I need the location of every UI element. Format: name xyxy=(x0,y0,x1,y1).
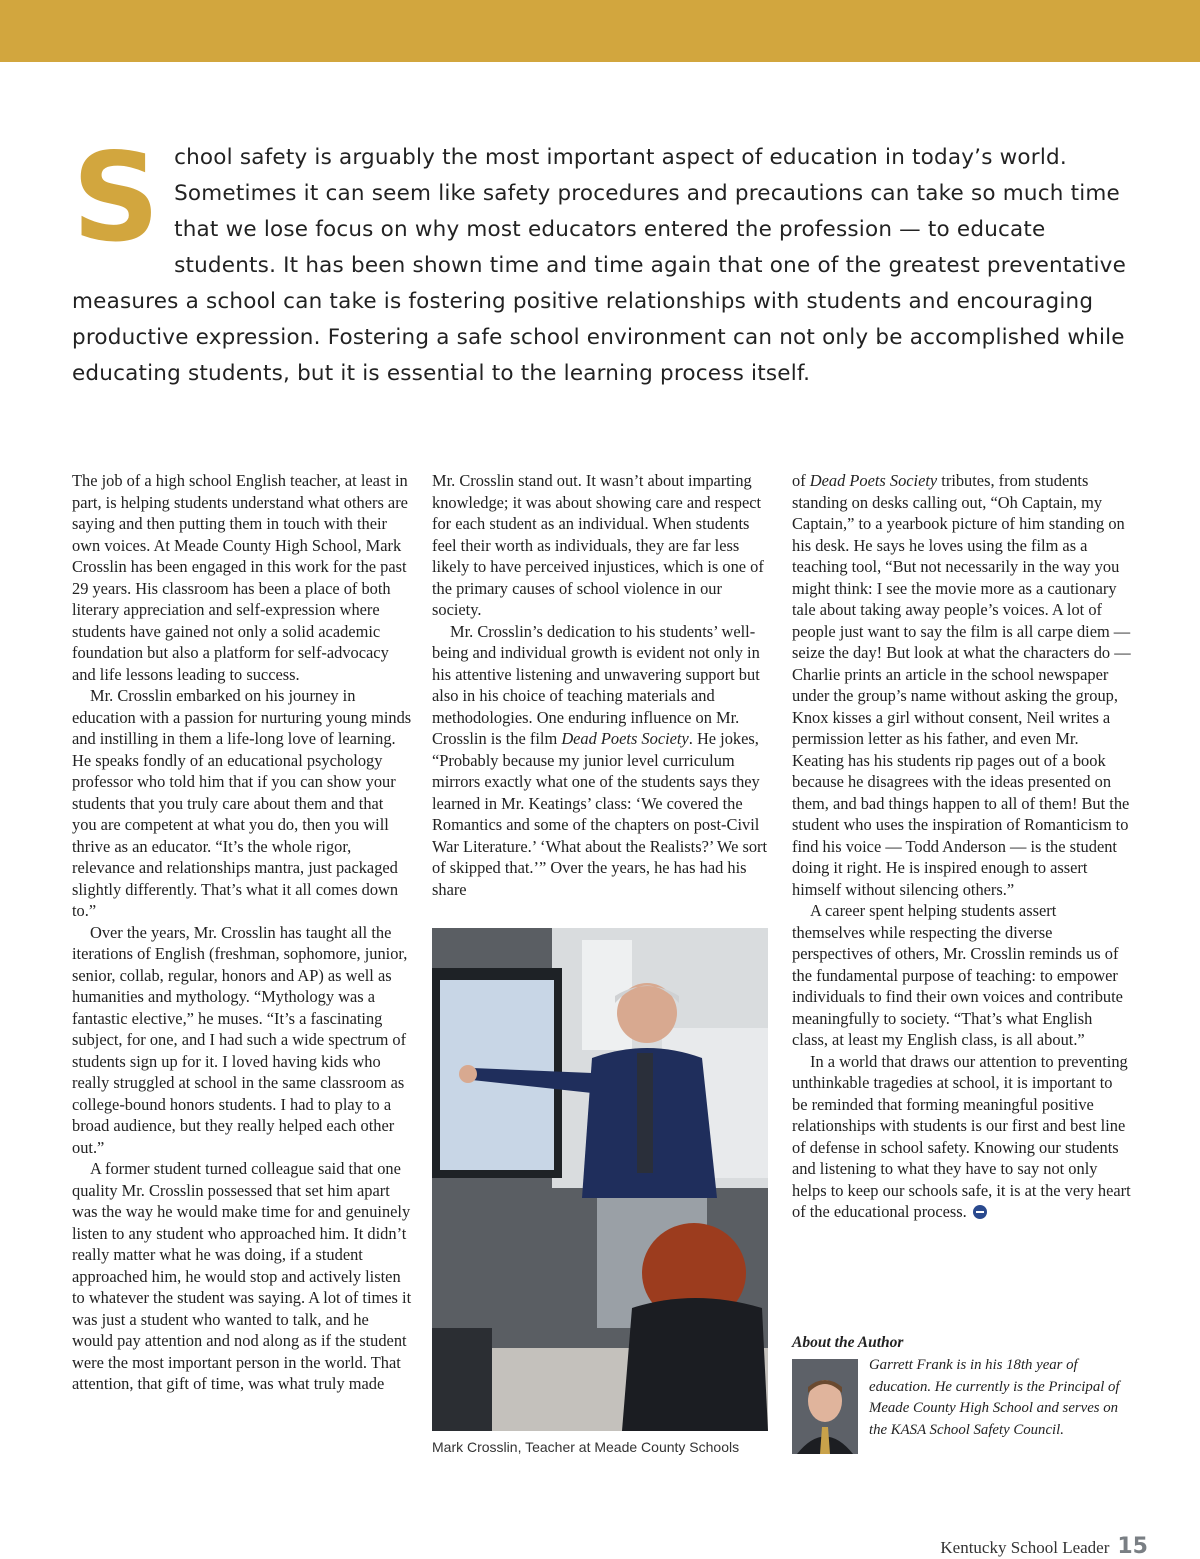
publication-name: Kentucky School Leader xyxy=(940,1538,1110,1557)
teacher-photo xyxy=(432,928,768,1431)
lede-text: chool safety is arguably the most important aspect of education in today’s world. Sometimes it can seem like safety procedures and precautions can take so much time that we lose focus on why most educators entered the profession — to educate students. It has been shown time and time again that one of the greatest preventative measures a school can take is fostering positive relationships with students and encouraging productive expression. Fostering a safe school environment can not only be accomplished while educating students, but it is essential to the learning process itself. xyxy=(72,145,1127,386)
lede-paragraph xyxy=(72,127,1142,392)
drop-cap: S xyxy=(72,127,161,269)
text-run: In a world that draws our attention to preventing unthinkable tragedies at school, it is important to be reminded that forming meaningful positive relationships with students is our first and best line of defense in school safety. Knowing our students and listening to what they have to say not only helps to keep our schools safe, it is at the very heart of the educational process. xyxy=(792,1051,1131,1221)
column-2 xyxy=(432,470,772,900)
page-footer xyxy=(940,1534,1148,1559)
body-paragraph xyxy=(432,621,772,901)
photo-caption: Mark Crosslin, Teacher at Meade County Schools xyxy=(432,1439,740,1455)
about-author-heading: About the Author xyxy=(792,1334,904,1351)
column-1 xyxy=(72,470,412,1395)
body-paragraph: Over the years, Mr. Crosslin has taught all the iterations of English (freshman, sophomore, junior, senior, collab, regular, honors and AP) as well as humanities and mythology. “Mythology was a fantastic elective,” he muses. “It’s a fascinating subject, for one, and I had such a wide spectrum of students sign up for it. I loved having kids who really struggled at school in the same classroom as college-bound honors students. I had to play to a broad audience, but they really helped each other out.” xyxy=(72,922,408,1157)
body-paragraph: Mr. Crosslin embarked on his journey in education with a passion for nurturing young minds and instilling in them a life-long love of learning. He speaks fondly of an educational psychology professor who told him that if you can show your students that you truly care about them and that you are competent at what you do, then you will thrive as an educator. “It’s the whole rigor, relevance and relationships mantra, just packaged slightly differently. That’s what it all comes down to.” xyxy=(72,686,412,920)
top-accent-bar xyxy=(0,0,1200,62)
film-title: Dead Poets Society xyxy=(809,471,938,490)
teacher-photo-illustration xyxy=(432,928,768,1431)
body-paragraph xyxy=(792,470,1132,900)
author-bio: Garrett Frank is in his 18th year of education. He currently is the Principal of Meade County High School and serves on the KASA School Safety Council. xyxy=(869,1357,1120,1438)
text-run: of xyxy=(792,471,810,490)
text-run: . He jokes, “Probably because my junior level curriculum mirrors exactly what one of the students says they learned in Mr. Keatings’ class: ‘We covered the Romantics and some of the chapters on post-Civil War Literature.’ ‘What about the Realists?’ We sort of skipped that.’” Over the years, he has had his share xyxy=(432,729,768,899)
page-number: 15 xyxy=(1117,1534,1148,1559)
author-photo xyxy=(792,1359,858,1454)
body-paragraph xyxy=(792,1051,1132,1223)
body-paragraph: Mr. Crosslin stand out. It wasn’t about imparting knowledge; it was about showing care and respect for each student as an individual. When students feel their worth as individuals, they are far less likely to have perceived injustices, which is one of the primary causes of school violence in our society. xyxy=(432,471,764,619)
body-paragraph: A former student turned colleague said that one quality Mr. Crosslin possessed that set him apart was the way he would make time for and genuinely listen to any student who approached him. It didn’t really matter what he was doing, if a student approached him, he would stop and actively listen to whatever the student was saying. A lot of times it was just a student who wanted to talk, and he would pay attention and nod along as if the student were the most important person in the world. That attention, that gift of time, was what truly made xyxy=(72,1159,412,1393)
film-title: Dead Poets Society xyxy=(561,729,689,748)
body-paragraph: A career spent helping students assert themselves while respecting the diverse perspectives of others, Mr. Crosslin reminds us of the fundamental purpose of teaching: to empower individuals to find their own voices and contribute meaningfully to society. “That’s what English class, at least my English class, is all about.” xyxy=(792,901,1123,1049)
end-of-article-icon xyxy=(973,1205,987,1219)
text-run: tributes, from students standing on desks calling out, “Oh Captain, my Captain,” to a yearbook picture of him standing on his desk. He says he loves using the film as a teaching tool, “But not necessarily in the way you might think: I see the movie more as a cautionary tale about taking away people’s voices. A lot of people just want to say the film is all carpe diem — seize the day! But look at what the characters do — Charlie prints an article in the school newspaper under the group’s name without asking the group, Knox kisses a girl without consent, Neil writes a permission letter as his father, and even Mr. Keating has his students rip pages out of a book because he disagrees with the ideas presented on them, and bad things happen to all of them! But the student who uses the inspiration of Romanticism to find his voice — Todd Anderson — is the student doing it right. He is inspired enough to assert himself without silencing others.” xyxy=(792,471,1131,899)
body-paragraph: The job of a high school English teacher, at least in part, is helping students understand what others are saying and then putting them in touch with their own voices. At Meade County High School, Mark Crosslin has been engaged in this work for the past 29 years. His classroom has been a place of both literary appreciation and self-expression where students have gained not only a solid academic foundation but also a platform for self-advocacy and life lessons leading to success. xyxy=(72,471,408,684)
text-run: Mr. Crosslin’s dedication to his students’ well-being and individual growth is evident not only in his attentive listening and unwavering support but also in his choice of teaching materials and methodologies. One enduring influence on Mr. Crosslin is the film xyxy=(432,621,760,748)
author-portrait xyxy=(792,1359,858,1454)
column-3 xyxy=(792,470,1132,1223)
